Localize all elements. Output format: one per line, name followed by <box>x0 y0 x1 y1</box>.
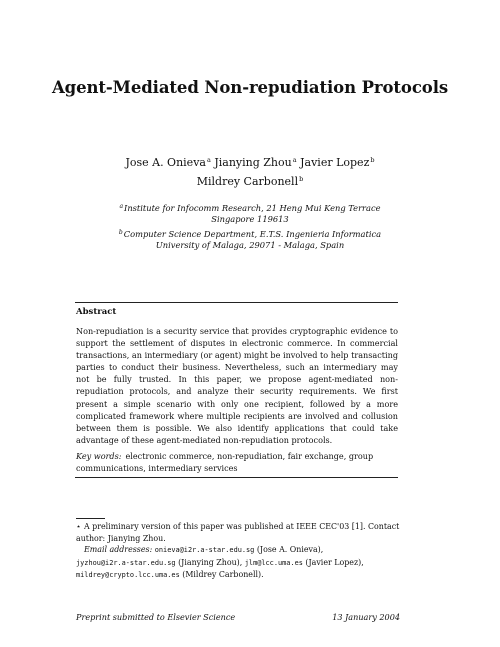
abstract-heading: Abstract <box>76 307 117 317</box>
email-owner: (Mildrey Carbonell). <box>182 570 264 579</box>
affiliation-mark: b <box>370 156 375 164</box>
footnote <box>76 521 400 582</box>
email-address: mildrey@crypto.lcc.uma.es <box>76 571 180 579</box>
paper-title: Agent-Mediated Non-repudiation Protocols <box>51 78 449 97</box>
email-owner: (Javier Lopez), <box>305 557 364 567</box>
affiliation-line: Institute for Infocomm Research, 21 Heng Mui Keng Terrace <box>124 203 381 213</box>
author-line-1 <box>0 152 500 171</box>
preprint-date: 13 January 2004 <box>332 612 400 622</box>
author-name: Javier Lopez <box>300 156 370 169</box>
author-name: Jose A. Onieva <box>125 156 206 169</box>
footnote-mark: ⋆ <box>76 522 81 531</box>
abstract-bottom-rule <box>75 477 398 478</box>
affiliation-mark: b <box>118 229 123 236</box>
affiliation-mark: a <box>119 203 124 210</box>
affiliation-mark: a <box>206 156 211 164</box>
author-name: Mildrey Carbonell <box>196 175 299 188</box>
abstract-text: Non-repudiation is a security service that provides cryptographic evidence to support the settlement of disputes in electronic commerce. In commercial transactions, an intermediary (or agent) might be involved to help transacting parties to conduct their business. Nevertheless, such an intermediary may not be fully trusted. In this paper, we propose agent-mediated non-repudiation protocols, and analyze their security requirements. We first present a simple scenario with only one recipient, followed by a more complicated framework where multiple recipients are involved and collusion between them is possible. We also identify applications that could take advantage of these agent-mediated non-repudiation protocols. <box>76 326 398 445</box>
email-label: Email addresses: <box>84 545 153 554</box>
footnote-text: A preliminary version of this paper was published at IEEE CEC'03 [1]. Contact author: Jianying Zhou. <box>76 522 400 543</box>
affiliation-line: Singapore 119613 <box>211 214 289 224</box>
affiliation-mark: a <box>292 156 297 164</box>
email-owner: (Jianying Zhou), <box>178 557 243 567</box>
email-address: jlm@lcc.uma.es <box>244 558 303 567</box>
keywords-text: electronic commerce, non-repudiation, fair exchange, group communications, intermediary services <box>76 451 374 473</box>
affiliation-b <box>0 227 500 251</box>
keywords <box>76 451 398 474</box>
affiliation-a <box>0 201 500 225</box>
affiliation-line: University of Malaga, 29071 - Malaga, Spain <box>155 240 345 250</box>
author-list <box>0 152 500 190</box>
footnote-rule <box>76 518 105 519</box>
email-address: jyzhou@i2r.a-star.edu.sg <box>76 558 176 567</box>
affiliation-line: Computer Science Department, E.T.S. Ingenieria Informatica <box>123 229 382 239</box>
email-owner: (Jose A. Onieva), <box>256 545 324 554</box>
author-line-2 <box>0 171 500 190</box>
preprint-notice: Preprint submitted to Elsevier Science <box>76 612 236 622</box>
keywords-label: Key words: <box>76 451 122 461</box>
affiliation-mark: b <box>299 175 304 183</box>
abstract-top-rule <box>75 302 398 303</box>
email-address: onieva@i2r.a-star.edu.sg <box>154 546 255 554</box>
author-name: Jianying Zhou <box>214 156 292 169</box>
